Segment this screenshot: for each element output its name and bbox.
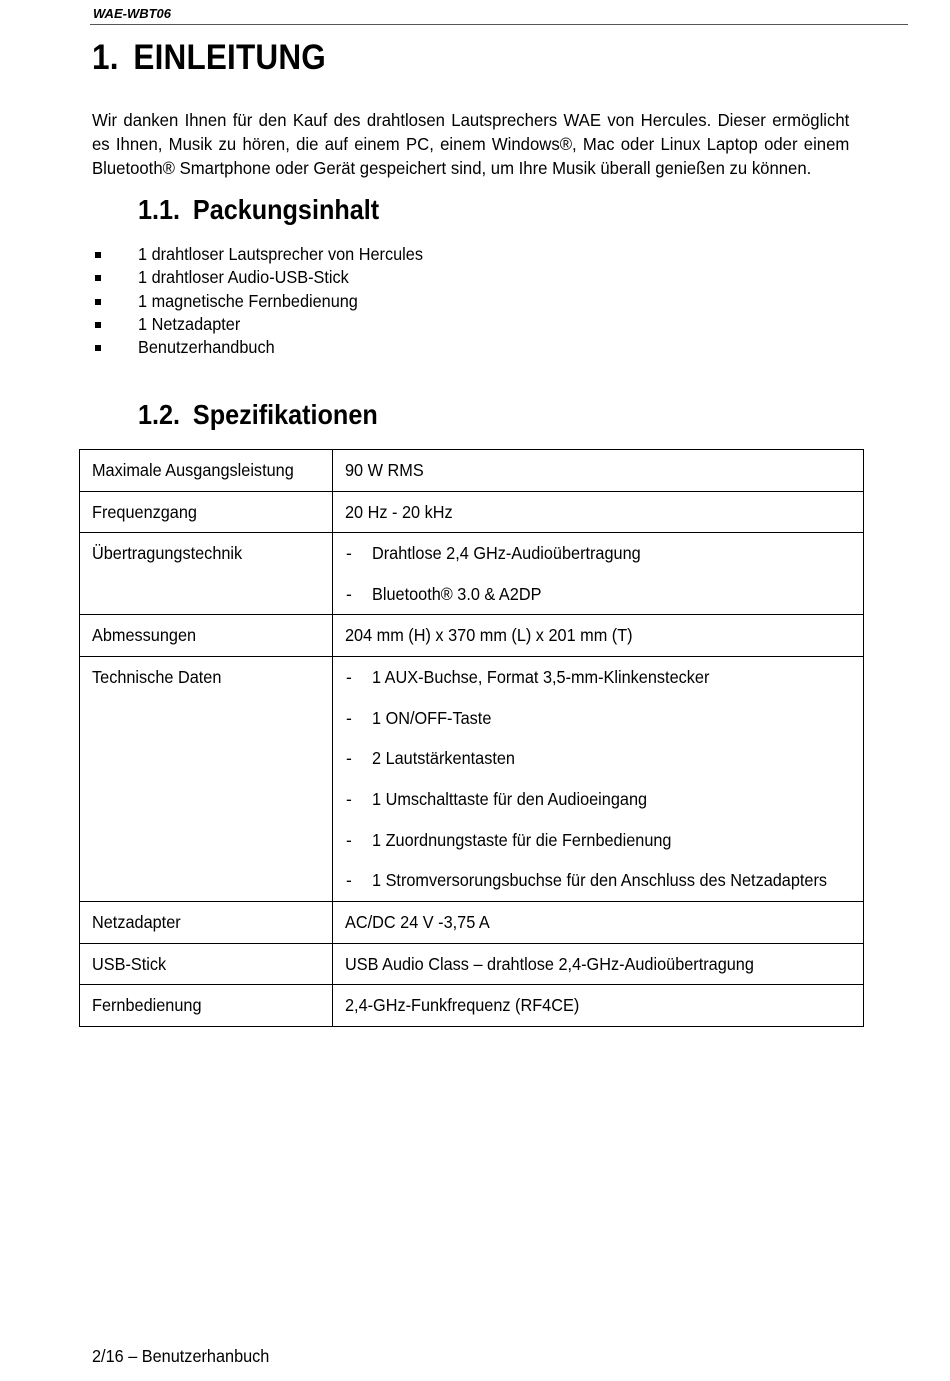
dash-marker: - (346, 543, 352, 563)
specifications-table (79, 449, 864, 1027)
spec-value-cell: 90 W RMS (333, 450, 864, 492)
spec-label-cell: Fernbedienung (80, 985, 333, 1027)
section-1-2-title: Spezifikationen (192, 399, 378, 430)
spec-value-cell: 2,4-GHz-Funkfrequenz (RF4CE) (333, 985, 864, 1027)
document-code: WAE-WBT06 (93, 6, 171, 21)
table-row (80, 615, 864, 657)
table-row (80, 491, 864, 533)
dash-marker: - (346, 748, 352, 769)
section-1-1-title: Packungsinhalt (192, 194, 380, 225)
bullet-square-icon (95, 345, 101, 351)
table-row (80, 450, 864, 492)
header-divider (90, 24, 908, 25)
dash-marker: - (346, 829, 352, 850)
section-1-2-heading (138, 399, 378, 431)
section-1-number: 1. (92, 38, 119, 77)
spec-value-cell: AC/DC 24 V -3,75 A (333, 902, 864, 944)
spec-value-cell: - 1 AUX-Buchse, Format 3,5-mm-Klinkenstecker - 1 ON/OFF-Taste - 2 Lautstärkentasten - 1 Umschalttaste für den Audioeingang - 1 Zuordnungstaste für die Fernbedienung - 1 Stromversorungsbuchse für den Anschluss des Netzadapters (333, 656, 864, 901)
list-item: 1 magnetische Fernbedienung (93, 290, 444, 313)
spec-value-cell: - Drahtlose 2,4 GHz-Audioübertragung - Bluetooth® 3.0 & A2DP (333, 533, 864, 615)
bullet-square-icon (95, 299, 101, 305)
list-item: 1 Netzadapter (93, 313, 444, 336)
section-1-2-number: 1.2. (138, 399, 181, 430)
spec-label-cell: Technische Daten (80, 656, 333, 901)
bullet-square-icon (95, 252, 101, 258)
spec-label-cell: Übertragungstechnik (80, 533, 333, 615)
table-row (80, 656, 864, 901)
dash-marker: - (346, 707, 352, 728)
section-1-heading (92, 38, 326, 78)
list-item: 1 drahtloser Audio-USB-Stick (93, 266, 444, 289)
table-row (80, 902, 864, 944)
bullet-square-icon (95, 275, 101, 281)
dash-marker: - (346, 666, 352, 687)
dash-marker: - (346, 583, 352, 604)
section-1-1-heading (138, 194, 379, 226)
table-row (80, 943, 864, 985)
package-contents-list (93, 243, 444, 359)
intro-paragraph: Wir danken Ihnen für den Kauf des drahtlosen Lautsprechers WAE von Hercules. Dieser ermöglicht es Ihnen, Musik zu hören, die auf einem PC, einem Windows®, Mac oder Linux Laptop oder einem Bluetooth® Smartphone oder Gerät gespeichert sind, um Ihre Musik überall genießen zu können. (92, 110, 850, 178)
list-item: Benutzerhandbuch (93, 336, 444, 359)
spec-value-cell: 204 mm (H) x 370 mm (L) x 201 mm (T) (333, 615, 864, 657)
section-1-1-number: 1.1. (138, 194, 181, 225)
spec-value-cell: 20 Hz - 20 kHz (333, 491, 864, 533)
table-row (80, 533, 864, 615)
spec-label-cell: Maximale Ausgangsleistung (80, 450, 333, 492)
section-1-title: EINLEITUNG (133, 38, 326, 77)
dash-marker: - (346, 788, 352, 809)
spec-label-cell: Frequenzgang (80, 491, 333, 533)
list-item: 1 drahtloser Lautsprecher von Hercules (93, 243, 444, 266)
table-row (80, 985, 864, 1027)
bullet-square-icon (95, 322, 101, 328)
spec-label-cell: USB-Stick (80, 943, 333, 985)
page-footer: 2/16 – Benutzerhanbuch (92, 1346, 270, 1366)
spec-label-cell: Netzadapter (80, 902, 333, 944)
dash-marker: - (346, 870, 352, 891)
spec-label-cell: Abmessungen (80, 615, 333, 657)
spec-value-cell: USB Audio Class – drahtlose 2,4-GHz-Audioübertragung (333, 943, 864, 985)
